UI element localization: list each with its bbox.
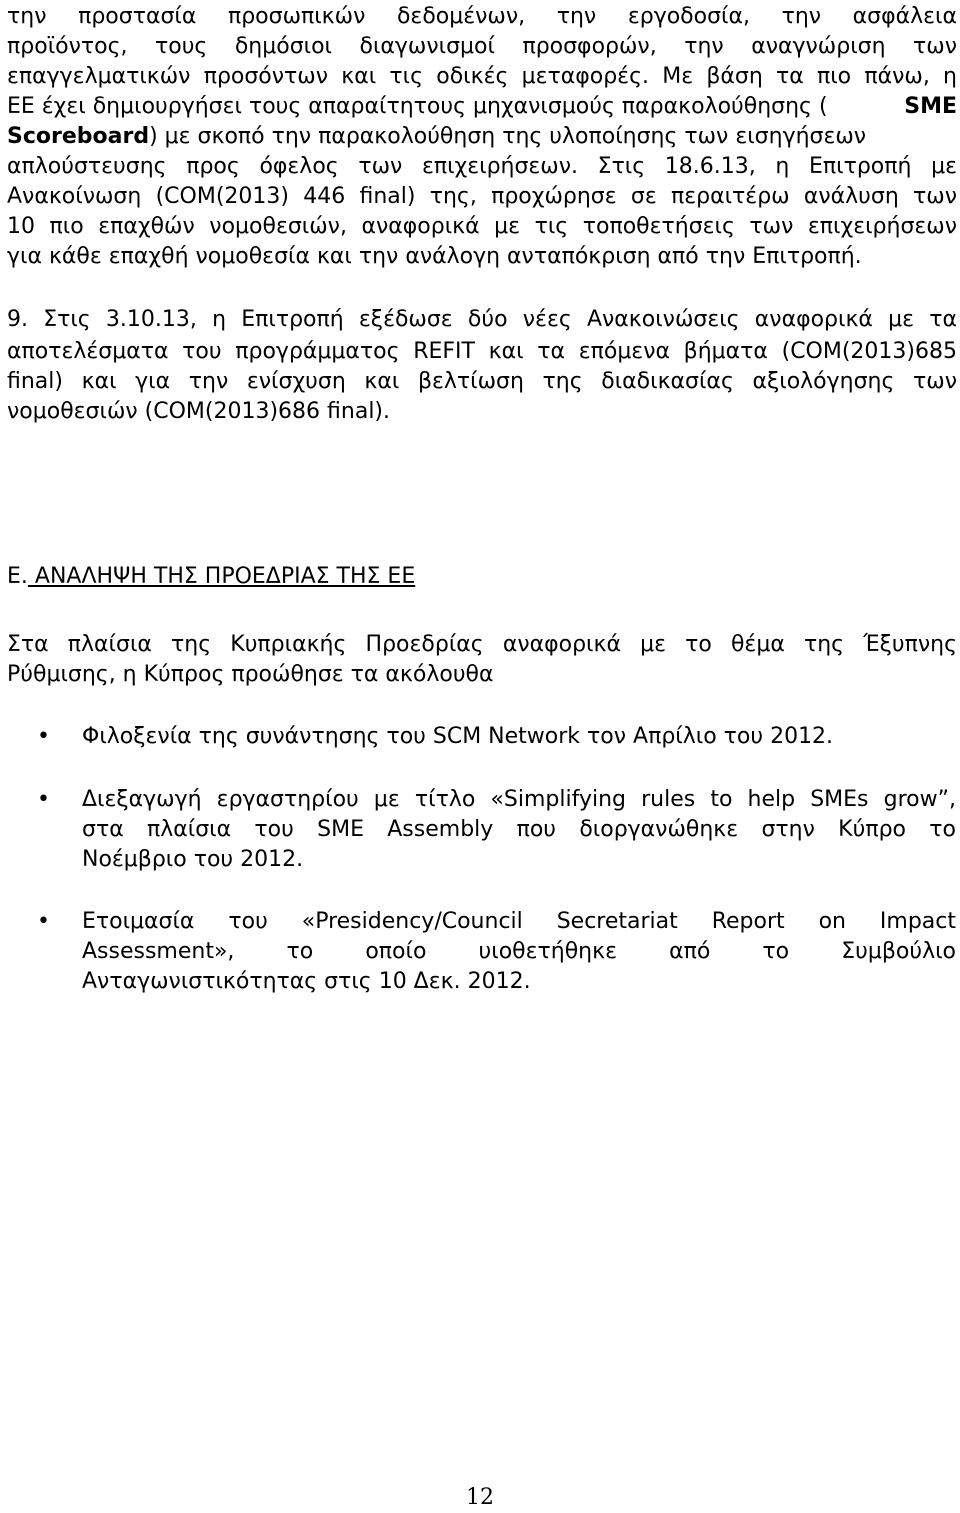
list-item-line: Assessment», το οποίο υιοθετήθηκε από το Συμβούλιο (82, 939, 956, 964)
paragraph-line (7, 92, 957, 122)
paragraph-line: Ανακοίνωση (COM(2013) 446 final) της, προχώρησε σε περαιτέρω ανάλυση των (7, 184, 957, 209)
line-text-end (904, 92, 957, 122)
list-item-line: Νοέμβριο του 2012. (82, 847, 304, 872)
section-title: ΑΝΑΛΗΨΗ ΤΗΣ ΠΡΟΕΔΡΙΑΣ ΤΗΣ ΕΕ (27, 564, 416, 589)
section-number: Ε. (7, 564, 28, 589)
list-item: Διεξαγωγή εργαστηρίου με τίτλο «Simplifying rules to help SMEs grow”, (82, 787, 956, 812)
line-text (7, 122, 866, 152)
list-item: Φιλοξενία της συνάντησης του SCM Network τον Απρίλιο του 2012. (82, 724, 834, 749)
paragraph-line: final) και για την ενίσχυση και βελτίωση της διαδικασίας αξιολόγησης των (7, 369, 957, 394)
list-item-line: Ανταγωνιστικότητας στις 10 Δεκ. 2012. (82, 969, 531, 994)
paragraph-line: την προστασία προσωπικών δεδομένων, την εργοδοσία, την ασφάλεια (7, 4, 957, 29)
list-item-line: στα πλαίσια του SME Assembly που διοργανώθηκε στην Κύπρο το (82, 817, 956, 842)
paragraph-line: Ρύθμισης, η Κύπρος προώθησε τα ακόλουθα (7, 662, 494, 687)
line-text: ΕΕ έχει δημιουργήσει τους απαραίτητους μηχανισμούς παρακολούθησης ( (7, 94, 828, 119)
list-item: Ετοιμασία του «Presidency/Council Secretariat Report on Impact (82, 909, 956, 934)
bullet-marker: • (37, 909, 50, 934)
paragraph-line: Στα πλαίσια της Κυπριακής Προεδρίας αναφορικά με το θέμα της Έξυπνης (7, 632, 957, 657)
bullet-marker: • (37, 787, 50, 812)
line-text-rest: ) με σκοπό την παρακολούθηση της υλοποίησης των εισηγήσεων (149, 124, 867, 149)
scoreboard-term: Scoreboard (7, 124, 150, 149)
paragraph-line: νομοθεσιών (COM(2013)686 final). (7, 399, 391, 424)
section-heading (7, 562, 415, 592)
paragraph-line: απλούστευσης προς όφελος των επιχειρήσεων. Στις 18.6.13, η Επιτροπή με (7, 154, 957, 179)
bullet-marker: • (37, 724, 50, 749)
paragraph-line: προϊόντος, τους δημόσιοι διαγωνισμοί προσφορών, την αναγνώριση των (7, 34, 957, 59)
paragraph-line: 9. Στις 3.10.13, η Επιτροπή εξέδωσε δύο νέες Ανακοινώσεις αναφορικά με τα (7, 307, 957, 332)
paragraph-line: 10 πιο επαχθών νομοθεσιών, αναφορικά με τις τοποθετήσεις των επιχειρήσεων (7, 214, 957, 239)
sme-term: SME (904, 94, 957, 119)
page-number: 12 (466, 1485, 494, 1510)
paragraph-line: αποτελέσματα του προγράμματος REFIT και τα επόμενα βήματα (COM(2013)685 (7, 339, 957, 364)
paragraph-line (7, 122, 957, 152)
paragraph-line: για κάθε επαχθή νομοθεσία και την ανάλογη ανταπόκριση από την Επιτροπή. (7, 244, 862, 269)
paragraph-line: επαγγελματικών προσόντων και τις οδικές μεταφορές. Με βάση τα πιο πάνω, η (7, 64, 957, 89)
